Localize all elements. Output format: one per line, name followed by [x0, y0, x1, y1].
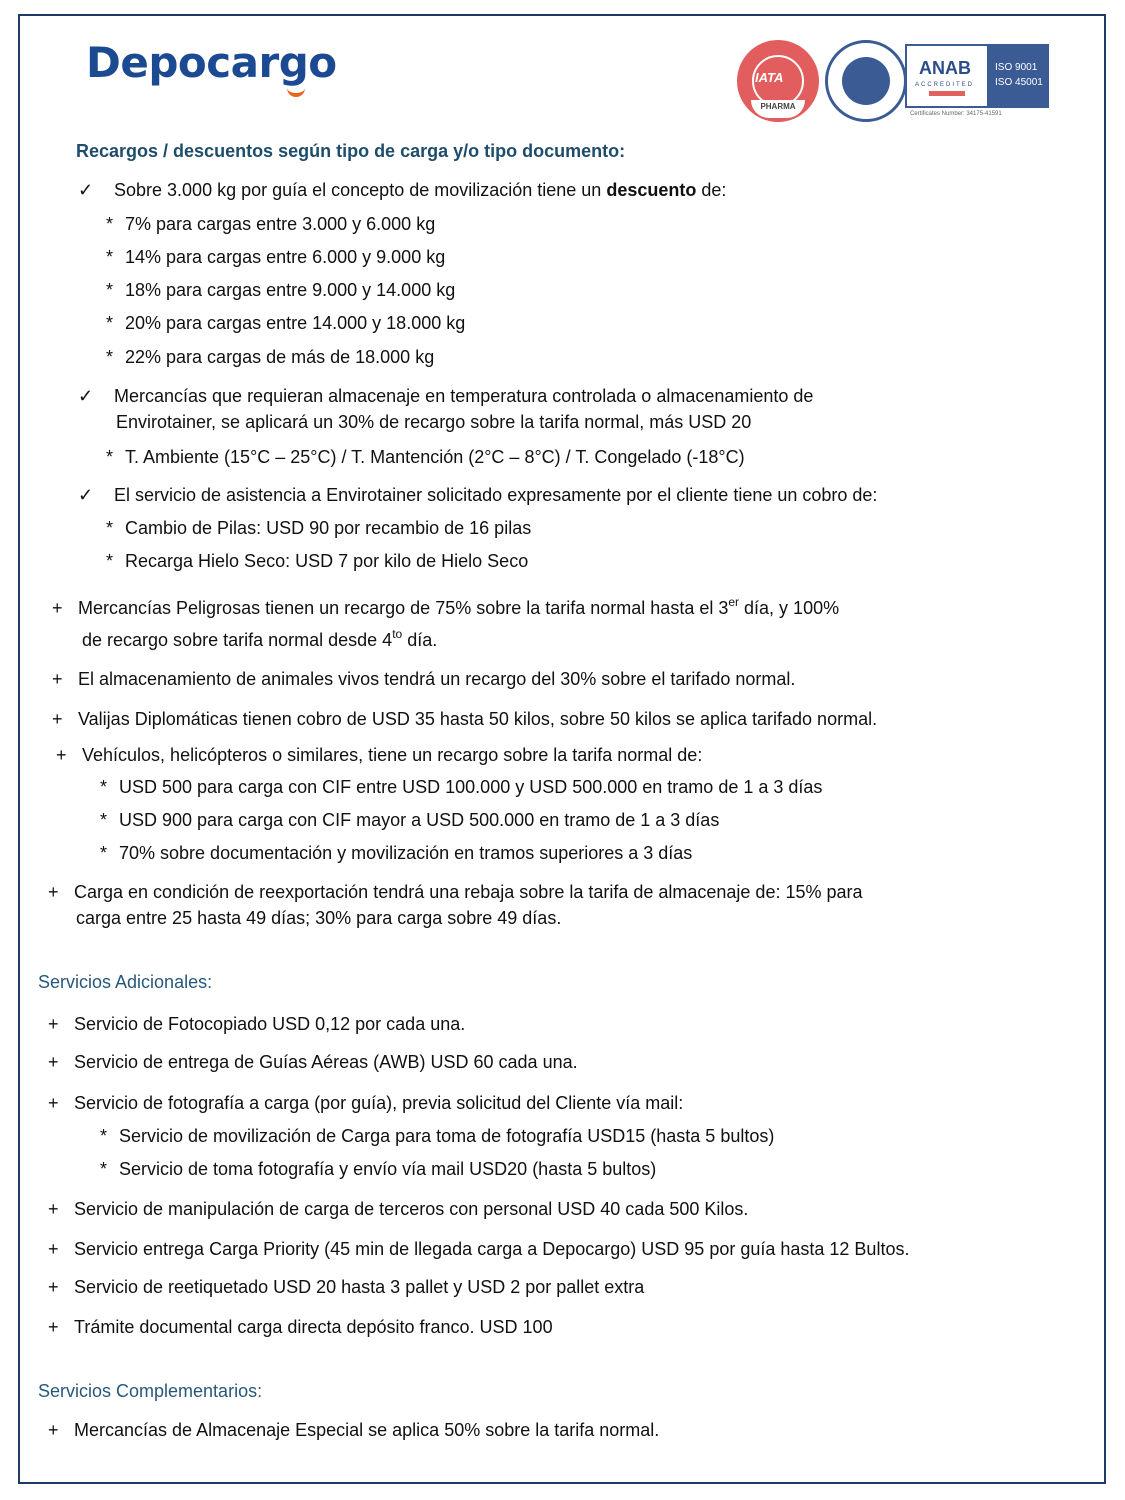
depocargo-logo: Depocargo	[86, 38, 337, 87]
plus-icon: +	[48, 1239, 59, 1259]
plus-icon: +	[48, 1277, 59, 1297]
list-subitem: * 7% para cargas entre 3.000 y 6.000 kg	[106, 214, 436, 234]
checkmark-icon: ✓	[78, 386, 94, 406]
list-subitem: * USD 900 para carga con CIF mayor a USD 500.000 en tramo de 1 a 3 días	[100, 810, 720, 830]
certificate-number: Certificates Number: 34175-41591	[910, 111, 1002, 117]
additional-services-heading: Servicios Adicionales:	[38, 972, 213, 992]
list-subitem: * Servicio de movilización de Carga para toma de fotografía USD15 (hasta 5 bultos)	[100, 1126, 775, 1146]
list-subitem: * T. Ambiente (15°C – 25°C) / T. Mantención (2°C – 8°C) / T. Congelado (-18°C)	[106, 447, 745, 467]
checkmark-icon: ✓	[78, 180, 94, 200]
plus-icon: +	[48, 1014, 59, 1034]
list-item: + Trámite documental carga directa depósito franco. USD 100	[48, 1317, 553, 1337]
plus-icon: +	[52, 598, 63, 618]
plus-icon: +	[48, 882, 59, 902]
list-subitem: * 14% para cargas entre 6.000 y 9.000 kg	[106, 247, 446, 267]
abs-quality-seal-icon	[825, 40, 907, 122]
plus-icon: +	[56, 745, 67, 765]
list-item: ✓ Sobre 3.000 kg por guía el concepto de movilización tiene un descuento de:	[78, 180, 727, 200]
surcharges-heading: Recargos / descuentos según tipo de carga y/o tipo documento:	[76, 141, 626, 161]
iata-ceiv-pharma-badge-icon: IATA PHARMA	[737, 40, 819, 122]
anab-iso-badge: ANAB ACCREDITED ISO 9001 ISO 45001	[905, 44, 1049, 108]
list-item: + Carga en condición de reexportación tendrá una rebaja sobre la tarifa de almacenaje de: 15% para	[48, 882, 863, 902]
list-subitem: * USD 500 para carga con CIF entre USD 100.000 y USD 500.000 en tramo de 1 a 3 días	[100, 777, 823, 797]
list-item: + Mercancías de Almacenaje Especial se aplica 50% sobre la tarifa normal.	[48, 1420, 660, 1440]
plus-icon: +	[48, 1093, 59, 1113]
plus-icon: +	[48, 1420, 59, 1440]
checkmark-icon: ✓	[78, 485, 94, 505]
list-item: + Servicio de Fotocopiado USD 0,12 por cada una.	[48, 1014, 466, 1034]
list-item: + Servicio de reetiquetado USD 20 hasta 3 pallet y USD 2 por pallet extra	[48, 1277, 645, 1297]
complementary-services-heading: Servicios Complementarios:	[38, 1381, 263, 1401]
list-subitem: * Cambio de Pilas: USD 90 por recambio de 16 pilas	[106, 518, 532, 538]
list-item: + Mercancías Peligrosas tienen un recargo de 75% sobre la tarifa normal hasta el 3er día, y 100%	[52, 595, 840, 618]
list-item: + Valijas Diplomáticas tienen cobro de USD 35 hasta 50 kilos, sobre 50 kilos se aplica tarifado normal.	[52, 709, 878, 729]
list-item: ✓ Mercancías que requieran almacenaje en temperatura controlada o almacenamiento de	[78, 386, 814, 406]
list-subitem: * Servicio de toma fotografía y envío vía mail USD20 (hasta 5 bultos)	[100, 1159, 657, 1179]
plus-icon: +	[48, 1199, 59, 1219]
plus-icon: +	[48, 1317, 59, 1337]
list-subitem: * 70% sobre documentación y movilización en tramos superiores a 3 días	[100, 843, 693, 863]
list-item: + Servicio de fotografía a carga (por guía), previa solicitud del Cliente vía mail:	[48, 1093, 684, 1113]
list-subitem: * 20% para cargas entre 14.000 y 18.000 kg	[106, 313, 466, 333]
list-subitem: * 18% para cargas entre 9.000 y 14.000 kg	[106, 280, 456, 300]
list-item: + Servicio de entrega de Guías Aéreas (AWB) USD 60 cada una.	[48, 1052, 578, 1072]
plus-icon: +	[52, 669, 63, 689]
list-item: + Servicio de manipulación de carga de terceros con personal USD 40 cada 500 Kilos.	[48, 1199, 749, 1219]
plus-icon: +	[52, 709, 63, 729]
list-item: + Vehículos, helicópteros o similares, tiene un recargo sobre la tarifa normal de:	[56, 745, 703, 765]
list-item: + El almacenamiento de animales vivos tendrá un recargo del 30% sobre el tarifado normal.	[52, 669, 796, 689]
iso-standards: ISO 9001 ISO 45001	[995, 62, 1043, 88]
list-subitem: * 22% para cargas de más de 18.000 kg	[106, 347, 435, 367]
list-item: + Servicio entrega Carga Priority (45 min de llegada carga a Depocargo) USD 95 por guía hasta 12 Bultos.	[48, 1239, 910, 1259]
list-item: ✓ El servicio de asistencia a Envirotainer solicitado expresamente por el cliente tiene un cobro de:	[78, 485, 878, 505]
plus-icon: +	[48, 1052, 59, 1072]
list-subitem: * Recarga Hielo Seco: USD 7 por kilo de Hielo Seco	[106, 551, 529, 571]
